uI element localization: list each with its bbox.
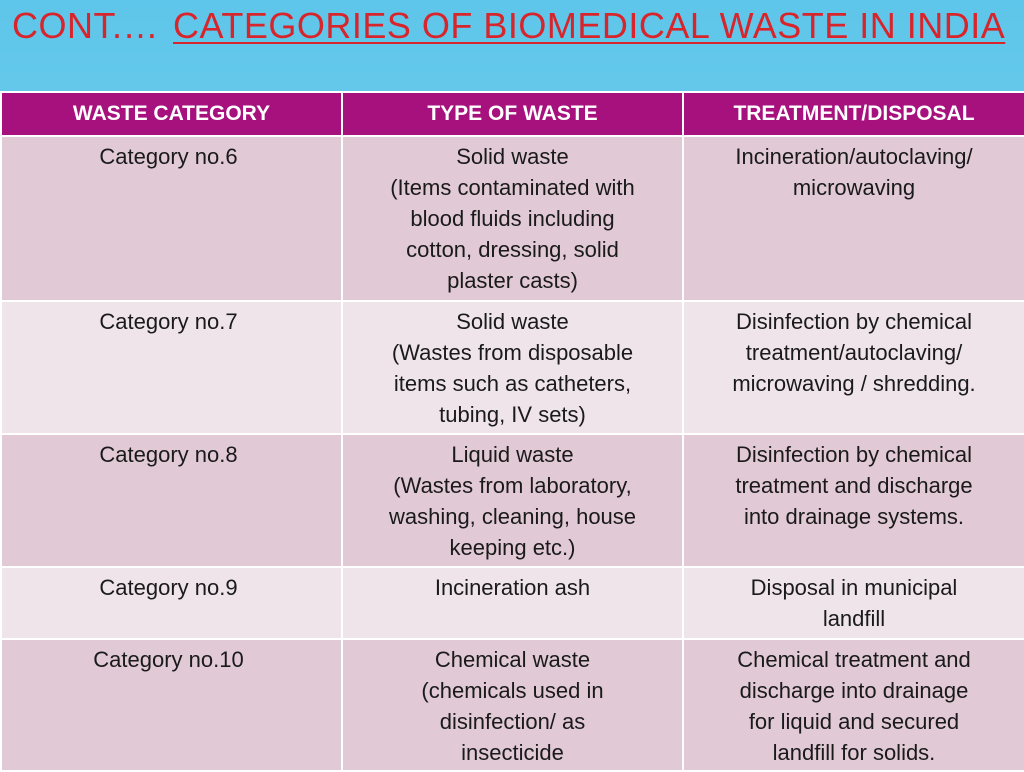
header-treatment-disposal: TREATMENT/DISPOSAL (683, 92, 1024, 136)
biomedical-waste-table (0, 91, 1024, 772)
table-row (1, 434, 1024, 567)
treatment-cell: Incineration/autoclaving/ microwaving (683, 136, 1024, 301)
treatment-cell: Disinfection by chemical treatment and discharge into drainage systems. (683, 434, 1024, 567)
table-row (1, 301, 1024, 434)
title-main: CATEGORIES OF BIOMEDICAL WASTE IN INDIA (173, 5, 1006, 46)
category-cell: Category no.8 (1, 434, 342, 567)
title-prefix: CONT.… (12, 5, 159, 46)
treatment-cell: Disinfection by chemical treatment/autoclaving/ microwaving / shredding. (683, 301, 1024, 434)
type-cell: Incineration ash (342, 567, 683, 639)
slide-title (12, 4, 1012, 48)
header-waste-category: WASTE CATEGORY (1, 92, 342, 136)
header-type-of-waste: TYPE OF WASTE (342, 92, 683, 136)
type-cell: Chemical waste (chemicals used in disinfection/ as insecticide (342, 639, 683, 771)
treatment-cell: Disposal in municipal landfill (683, 567, 1024, 639)
category-cell: Category no.9 (1, 567, 342, 639)
treatment-cell: Chemical treatment and discharge into drainage for liquid and secured landfill for solids. (683, 639, 1024, 771)
type-cell: Solid waste (Items contaminated with blood fluids including cotton, dressing, solid plaster casts) (342, 136, 683, 301)
category-cell: Category no.6 (1, 136, 342, 301)
type-cell: Liquid waste (Wastes from laboratory, washing, cleaning, house keeping etc.) (342, 434, 683, 567)
category-cell: Category no.7 (1, 301, 342, 434)
table-row (1, 639, 1024, 771)
table-row (1, 567, 1024, 639)
header-row (1, 92, 1024, 136)
type-cell: Solid waste (Wastes from disposable items such as catheters, tubing, IV sets) (342, 301, 683, 434)
table-row (1, 136, 1024, 301)
category-cell: Category no.10 (1, 639, 342, 771)
